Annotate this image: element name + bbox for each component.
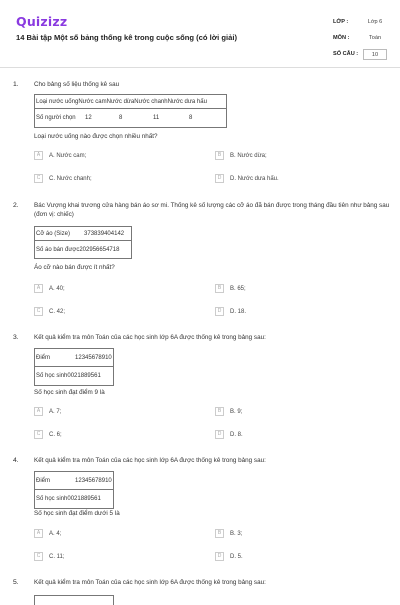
option-c[interactable]: C C. 42; [34,307,65,316]
table-row: Số học sinh 0 0 2 1 8 8 9 5 6 1 [36,496,101,502]
question-number: 4. [13,457,19,464]
option-d[interactable]: D D. Nước dưa hấu. [215,174,279,183]
meta-grade: LỚP : Lớp 6 [333,19,383,25]
table-row: Loại nước uống Nước cam Nước dừa Nước chanh Nước dưa hấu [35,95,226,109]
option-a[interactable]: A A. 7; [34,407,61,416]
table-row: Cỡ áo (Size) 37 38 39 40 41 42 [35,227,131,241]
table-row: Số áo bán được 20 29 56 65 47 18 [36,246,120,253]
option-b[interactable]: B B. 9; [215,407,242,416]
option-c[interactable]: C C. Nước chanh; [34,174,92,183]
question-number: 1. [13,81,19,88]
worksheet-title: 14 Bài tập Một số bảng thống kê trong cuộc sống (có lời giải) [16,33,237,42]
question-text: Kết quả kiểm tra môn Toán của các học sinh lớp 6A được thống kê trong bảng sau: [34,579,266,586]
option-a[interactable]: A A. 40; [34,284,65,293]
question-text: Kết quả kiểm tra môn Toán của các học sinh lớp 6A được thống kê trong bảng sau: [34,457,266,464]
data-table [34,348,114,386]
meta-question-count: SỐ CÂU : 10 [333,46,387,62]
question-number: 5. [13,579,19,586]
question-prompt: Số học sinh đạt điểm 9 là [34,389,105,396]
data-table [34,471,114,509]
question-text: Cho bảng số liệu thống kê sau [34,81,120,88]
worksheet-header [0,0,400,68]
quizizz-logo: Quizizz [16,14,68,29]
question-prompt: Số học sinh đạt điểm dưới 5 là [34,510,120,517]
question-text: Bác Vượng khai trương cửa hàng bán áo sơ mi. Thống kê số lượng các cỡ áo đã bán được trong tháng đầu tiên như bảng sau (đơn vị: chiếc) [34,202,390,218]
option-d[interactable]: D D. 5. [215,552,243,561]
option-a[interactable]: A A. 4; [34,529,61,538]
option-b[interactable]: B B. Nước dừa; [215,151,267,160]
table-row: Số người chọn 12 8 11 8 [36,115,193,121]
option-d[interactable]: D D. 18. [215,307,246,316]
option-b[interactable]: B B. 65; [215,284,246,293]
option-d[interactable]: D D. 8. [215,430,243,439]
question-number: 2. [13,202,19,209]
data-table-partial [34,595,114,605]
option-b[interactable]: B B. 3; [215,529,242,538]
question-text: Kết quả kiểm tra môn Toán của các học sinh lớp 6A được thống kê trong bảng sau: [34,334,266,341]
meta-subject: MÔN : Toán [333,35,382,41]
question-number: 3. [13,334,19,341]
table-row: Số học sinh 0 0 2 1 8 8 9 5 6 1 [36,373,101,379]
table-row: Điểm 1 2 3 4 5 6 7 8 9 10 [35,349,113,367]
data-table [34,226,132,259]
data-table [34,94,227,128]
question-prompt: Loại nước uống nào được chọn nhiều nhất? [34,133,158,140]
question-prompt: Áo cỡ nào bán được ít nhất? [34,264,115,271]
table-row: Điểm 1 2 3 4 5 6 7 8 9 10 [35,472,113,490]
option-c[interactable]: C C. 6; [34,430,62,439]
option-a[interactable]: A A. Nước cam; [34,151,86,160]
option-c[interactable]: C C. 11; [34,552,65,561]
worksheet-meta [333,14,387,62]
